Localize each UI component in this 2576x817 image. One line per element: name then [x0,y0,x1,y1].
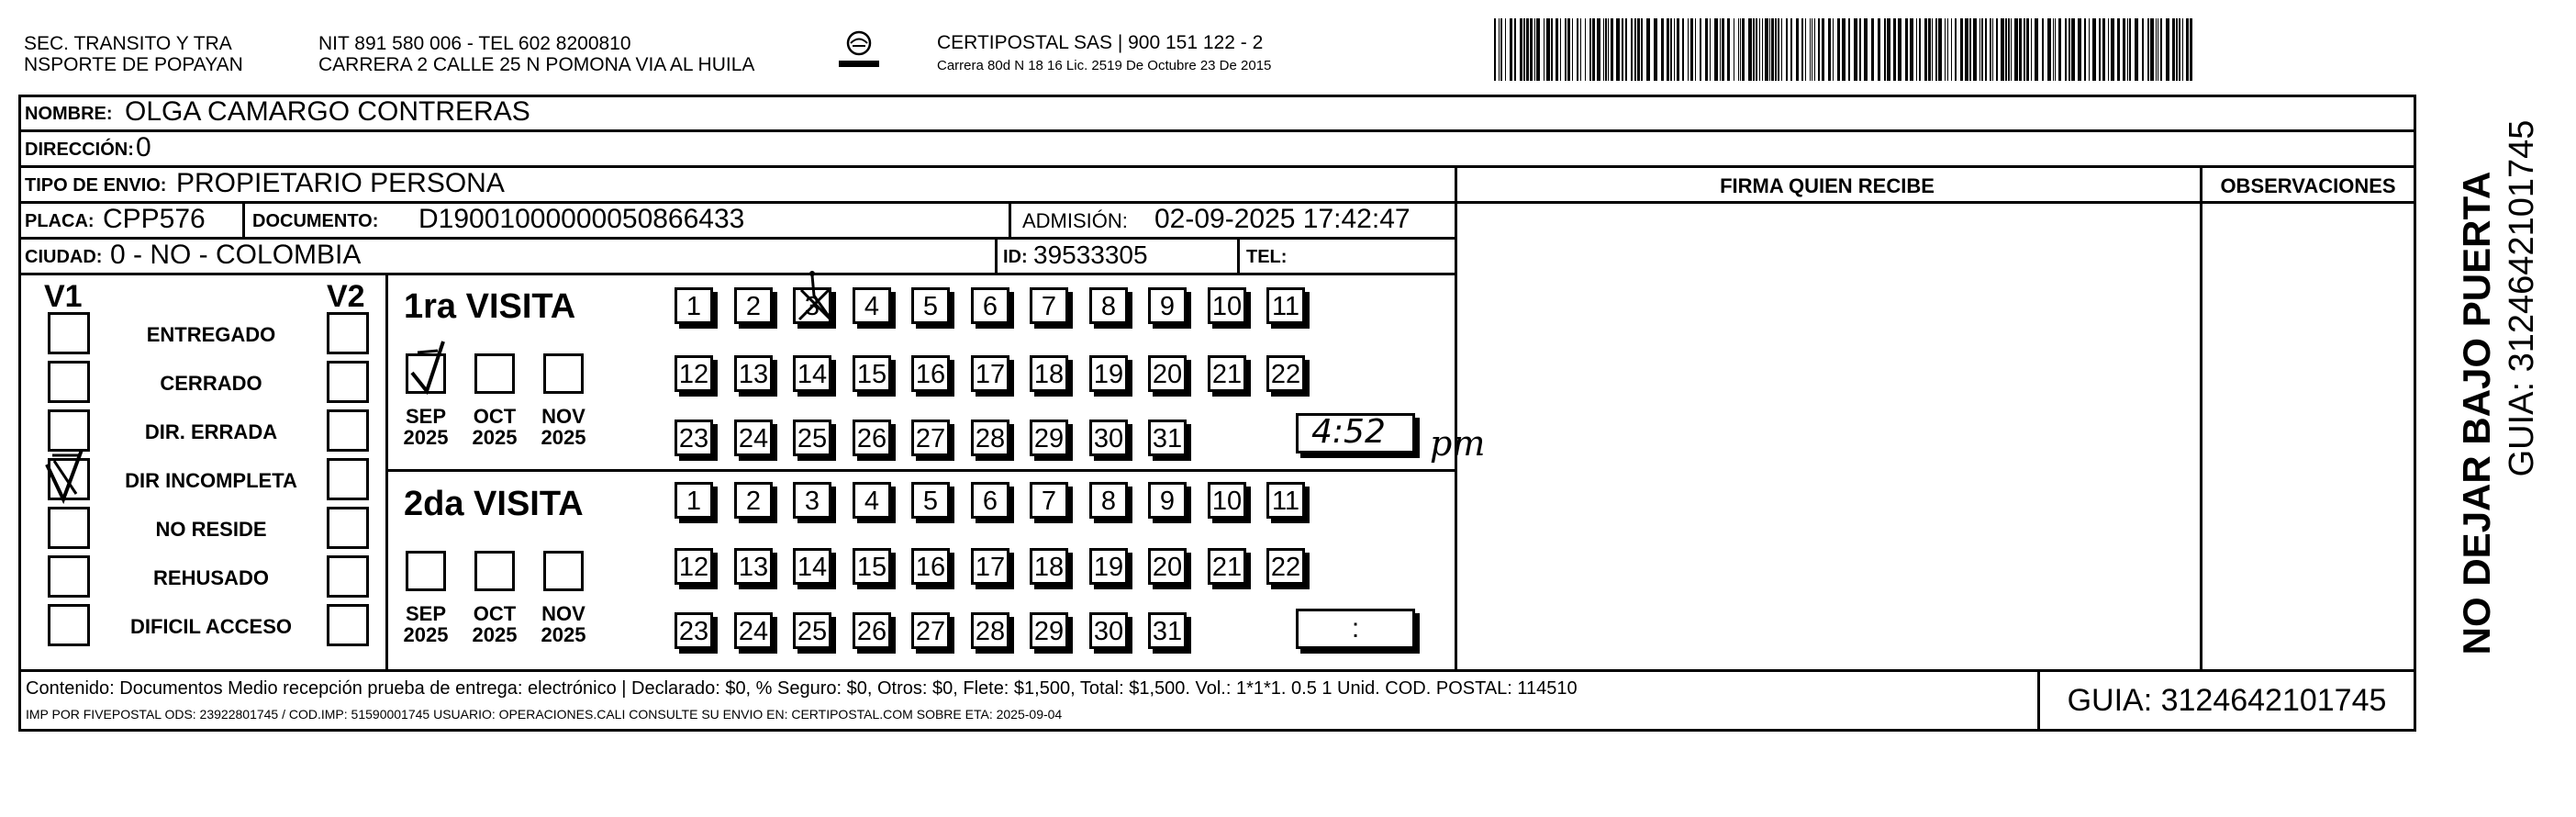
ciudad-label: CIUDAD: [25,247,103,267]
second-visit-day-26[interactable]: 26 [853,612,891,649]
second-visit-month-sep-box[interactable] [406,551,446,591]
first-visit-month-sep-box[interactable] [406,353,446,394]
first-visit-day-7[interactable]: 7 [1030,287,1068,324]
barcode [1494,18,2198,81]
first-visit-day-27[interactable]: 27 [911,420,950,456]
direccion-value: 0 [136,132,151,162]
first-visit-day-12[interactable]: 12 [675,355,713,392]
footer-imp: IMP POR FIVEPOSTAL ODS: 23922801745 / COD.IMP: 51590001745 USUARIO: OPERACIONES.CALI CONSULTE SU ENVIO EN: CERTIPOSTAL.COM SOBRE ETA: 2025-09-04 [26,707,1063,722]
first-visit-title: 1ra VISITA [404,287,576,326]
first-visit-day-28[interactable]: 28 [971,420,1009,456]
side-warning: NO DEJAR BAJO PUERTA [2455,171,2498,655]
direccion-label: DIRECCIÓN: [25,140,134,160]
observaciones-area[interactable] [2204,204,2414,667]
first-visit-day-19[interactable]: 19 [1089,355,1128,392]
first-visit-day-4[interactable]: 4 [853,287,891,324]
documento-label: DOCUMENTO: [252,211,379,231]
nombre-value: OLGA CAMARGO CONTRERAS [125,96,530,127]
first-visit-day-14[interactable]: 14 [793,355,831,392]
first-visit-day-15[interactable]: 15 [853,355,891,392]
first-visit-day-8[interactable]: 8 [1089,287,1128,324]
admision-value: 02-09-2025 17:42:47 [1154,204,1411,234]
handwritten-check-icon [405,336,451,395]
id-value: 39533305 [1033,241,1148,269]
second-visit-day-15[interactable]: 15 [853,548,891,585]
first-visit-day-23[interactable]: 23 [675,420,713,456]
sender-name-line2: NSPORTE DE POPAYAN [24,54,243,75]
ciudad-value: 0 - NO - COLOMBIA [110,240,362,270]
second-visit-day-10[interactable]: 10 [1208,482,1246,519]
second-visit-day-22[interactable]: 22 [1266,548,1305,585]
first-visit-day-24[interactable]: 24 [734,420,773,456]
sender-nit: NIT 891 580 006 - TEL 602 8200810 [318,33,631,54]
second-visit-day-1[interactable]: 1 [675,482,713,519]
footer-contenido: Contenido: Documentos Medio recepción prueba de entrega: electrónico | Declarado: $0, % Seguro: $0, Otros: $0, Flete: $1,500, Total: $1,500. Vol.: 1*1*1. 0.5 1 Unid. COD. POSTAL: 114510 [26,678,1578,699]
courier-license: Carrera 80d N 18 16 Lic. 2519 De Octubre 23 De 2015 [937,58,1272,73]
v1-label: V1 [44,279,83,314]
v1-checkbox-dir-incompleta[interactable] [48,458,90,500]
tel-label: TEL: [1246,247,1288,267]
handwritten-check-icon [43,446,98,507]
v1-checkbox-no-reside[interactable] [48,507,90,549]
v2-checkbox-no-reside[interactable] [327,507,369,549]
v1-checkbox-dificil-acceso[interactable] [48,604,90,646]
first-visit-month-nov-box[interactable] [543,353,584,394]
second-visit-day-6[interactable]: 6 [971,482,1009,519]
reason-dir-incompleta: DIR INCOMPLETA [125,469,297,492]
firma-area[interactable] [1459,204,2197,667]
second-visit-day-30[interactable]: 30 [1089,612,1128,649]
first-visit-day-5[interactable]: 5 [911,287,950,324]
id-label: ID: [1003,247,1028,267]
admision-label: ADMISIÓN: [1022,209,1128,232]
placa-value: CPP576 [103,204,206,234]
second-visit-day-14[interactable]: 14 [793,548,831,585]
v1-checkbox-entregado[interactable] [48,312,90,354]
first-visit-day-31[interactable]: 31 [1148,420,1187,456]
second-visit-day-5[interactable]: 5 [911,482,950,519]
second-visit-time-box[interactable]: : [1296,609,1415,649]
v1-checkbox-cerrado[interactable] [48,361,90,403]
first-visit-day-2[interactable]: 2 [734,287,773,324]
second-visit-day-4[interactable]: 4 [853,482,891,519]
second-visit-day-11[interactable]: 11 [1266,482,1305,519]
second-visit-day-19[interactable]: 19 [1089,548,1128,585]
second-visit-day-21[interactable]: 21 [1208,548,1246,585]
first-visit-day-22[interactable]: 22 [1266,355,1305,392]
first-visit-day-13[interactable]: 13 [734,355,773,392]
second-visit-month-sep-label: SEP 2025 [403,602,449,647]
second-visit-day-8[interactable]: 8 [1089,482,1128,519]
second-visit-day-20[interactable]: 20 [1148,548,1187,585]
second-visit-day-2[interactable]: 2 [734,482,773,519]
first-visit-day-1[interactable]: 1 [675,287,713,324]
v2-checkbox-dir-errada[interactable] [327,409,369,452]
first-visit-day-25[interactable]: 25 [793,420,831,456]
first-visit-day-6[interactable]: 6 [971,287,1009,324]
second-visit-day-7[interactable]: 7 [1030,482,1068,519]
second-visit-month-oct-box[interactable] [474,551,515,591]
reason-dir-errada: DIR. ERRADA [144,420,278,443]
second-visit-day-27[interactable]: 27 [911,612,950,649]
second-visit-day-24[interactable]: 24 [734,612,773,649]
second-visit-day-3[interactable]: 3 [793,482,831,519]
first-visit-day-18[interactable]: 18 [1030,355,1068,392]
v2-checkbox-dificil-acceso[interactable] [327,604,369,646]
reason-entregado: ENTREGADO [146,323,276,346]
firma-header: FIRMA QUIEN RECIBE [1720,174,1935,197]
second-visit-day-23[interactable]: 23 [675,612,713,649]
tipo-envio-label: TIPO DE ENVIO: [25,175,167,196]
first-visit-time-box[interactable] [1296,413,1415,453]
reason-cerrado: CERRADO [160,372,262,395]
first-visit-month-sep-label: SEP 2025 [403,405,449,450]
reason-dificil-acceso: DIFICIL ACCESO [129,615,292,638]
placa-label: PLACA: [25,211,95,231]
first-visit-month-nov-label: NOV 2025 [541,405,586,450]
first-visit-month-oct-box[interactable] [474,353,515,394]
second-visit-day-17[interactable]: 17 [971,548,1009,585]
first-visit-day-20[interactable]: 20 [1148,355,1187,392]
first-visit-day-29[interactable]: 29 [1030,420,1068,456]
second-visit-day-28[interactable]: 28 [971,612,1009,649]
reason-rehusado: REHUSADO [153,566,269,589]
certipostal-logo-icon [837,28,881,73]
second-visit-month-oct-label: OCT 2025 [472,602,518,647]
second-visit-day-31[interactable]: 31 [1148,612,1187,649]
reason-no-reside: NO RESIDE [155,518,267,541]
sender-name-line1: SEC. TRANSITO Y TRA [24,33,232,54]
v2-checkbox-entregado[interactable] [327,312,369,354]
second-visit-day-18[interactable]: 18 [1030,548,1068,585]
v2-checkbox-cerrado[interactable] [327,361,369,403]
handwritten-check-icon [792,268,840,325]
first-visit-day-26[interactable]: 26 [853,420,891,456]
second-visit-day-25[interactable]: 25 [793,612,831,649]
nombre-label: NOMBRE: [25,104,113,124]
first-visit-day-11[interactable]: 11 [1266,287,1305,324]
courier-name: CERTIPOSTAL SAS | 900 151 122 - 2 [937,32,1264,53]
first-visit-day-3[interactable]: 3 [793,287,831,324]
sender-address: CARRERA 2 CALLE 25 N POMONA VIA AL HUILA [318,54,755,75]
first-visit-day-21[interactable]: 21 [1208,355,1246,392]
second-visit-day-12[interactable]: 12 [675,548,713,585]
v1-checkbox-rehusado[interactable] [48,555,90,598]
first-visit-time-handwritten: 4:52 [1311,413,1386,451]
first-visit-day-9[interactable]: 9 [1148,287,1187,324]
v2-checkbox-rehusado[interactable] [327,555,369,598]
second-visit-month-nov-box[interactable] [543,551,584,591]
side-guia: GUIA: 3124642101745 [2503,119,2541,477]
first-visit-day-16[interactable]: 16 [911,355,950,392]
v2-checkbox-dir-incompleta[interactable] [327,458,369,500]
second-visit-month-nov-label: NOV 2025 [541,602,586,647]
documento-value: D19001000000050866433 [418,204,745,234]
observaciones-header: OBSERVACIONES [2220,174,2396,197]
first-visit-time-suffix: pm [1430,423,1486,464]
tipo-envio-value: PROPIETARIO PERSONA [176,168,505,198]
first-visit-day-17[interactable]: 17 [971,355,1009,392]
second-visit-day-29[interactable]: 29 [1030,612,1068,649]
footer-guia: GUIA: 3124642101745 [2067,683,2387,718]
first-visit-day-10[interactable]: 10 [1208,287,1246,324]
first-visit-day-30[interactable]: 30 [1089,420,1128,456]
v2-label: V2 [327,279,365,314]
second-visit-day-9[interactable]: 9 [1148,482,1187,519]
second-visit-title: 2da VISITA [404,485,584,523]
second-visit-day-16[interactable]: 16 [911,548,950,585]
second-visit-day-13[interactable]: 13 [734,548,773,585]
first-visit-month-oct-label: OCT 2025 [472,405,518,450]
